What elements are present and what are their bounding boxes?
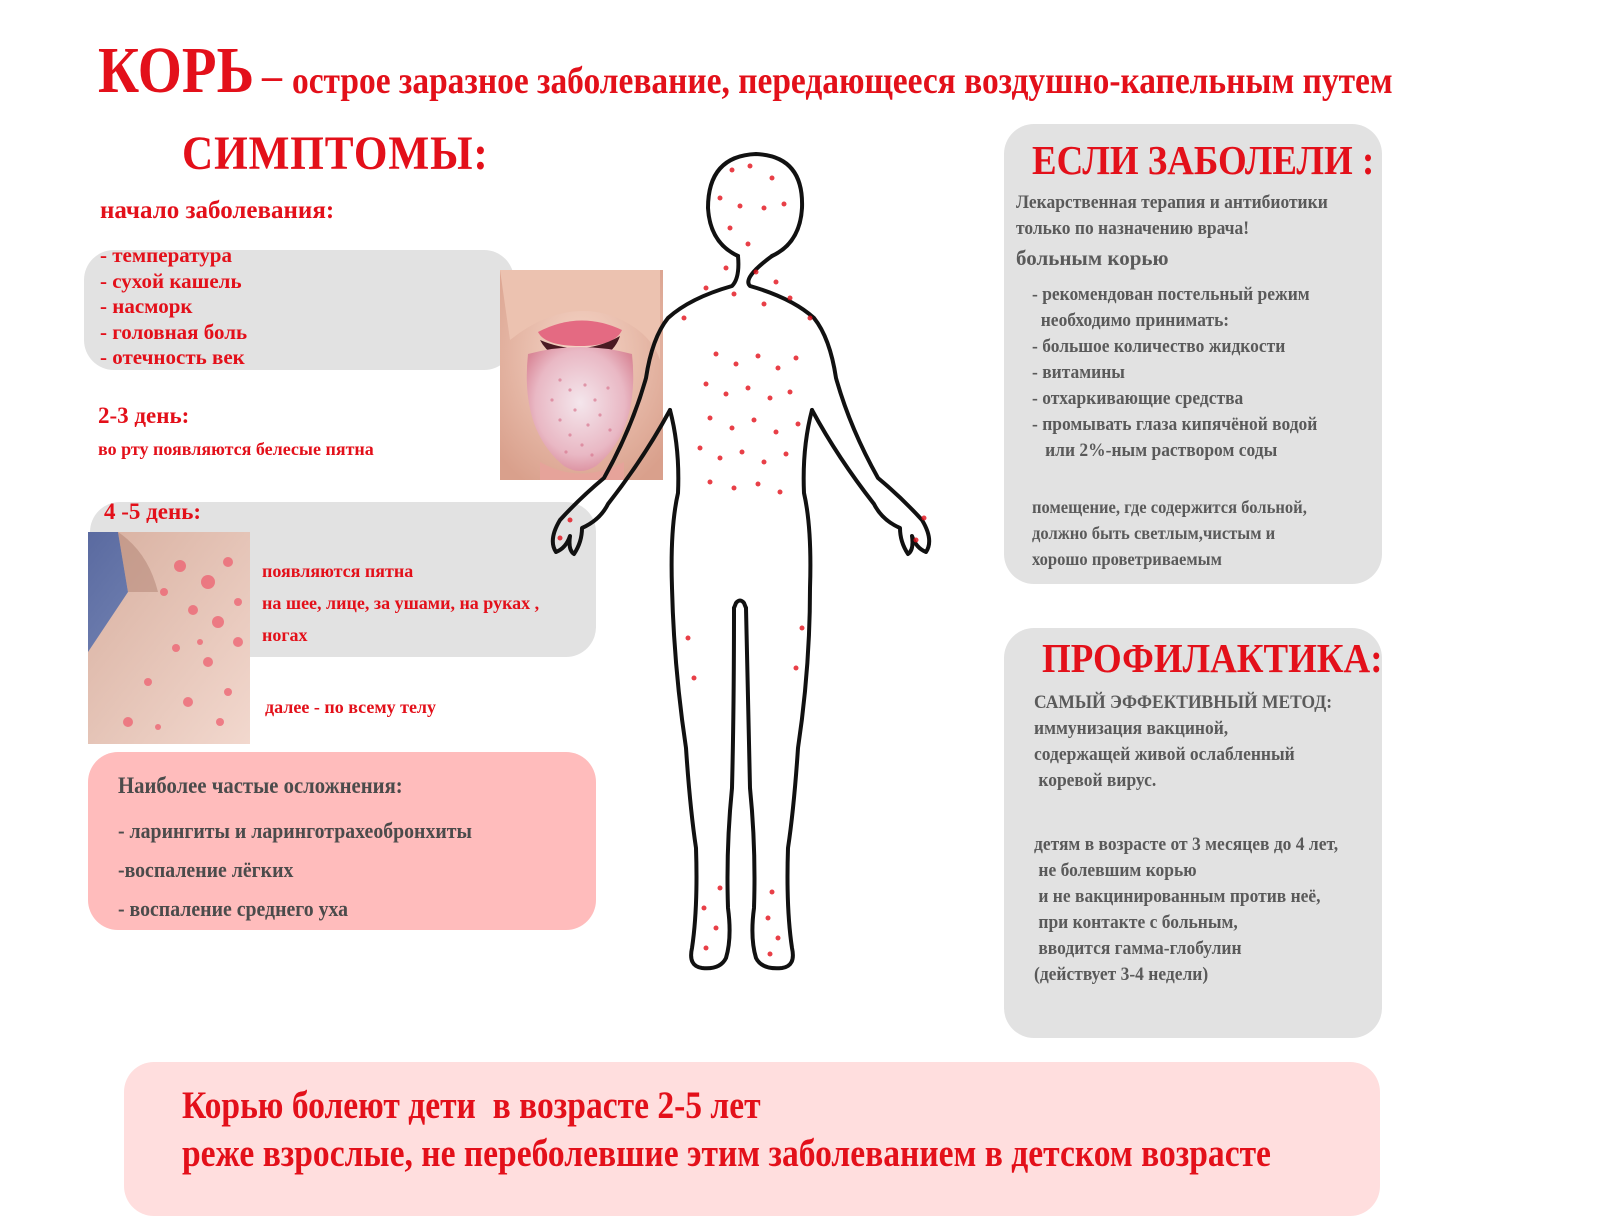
if-sick-heading: ЕСЛИ ЗАБОЛЕЛИ : bbox=[1032, 137, 1375, 183]
patients-label: больным корью bbox=[1016, 246, 1169, 270]
care-list bbox=[1032, 282, 1317, 464]
therapy-note bbox=[1016, 190, 1328, 242]
text-line: не болевшим корью bbox=[1034, 860, 1197, 881]
day-4-5-label: 4 -5 день: bbox=[104, 499, 202, 524]
text-line: коревой вирус. bbox=[1034, 770, 1157, 791]
list-item: - насморк bbox=[100, 294, 193, 319]
list-item: - отечность век bbox=[100, 345, 245, 370]
text-line: вводится гамма-глобулин bbox=[1034, 938, 1242, 959]
prevention-method bbox=[1034, 690, 1332, 794]
neck-rash-photo bbox=[88, 532, 250, 744]
day-4-5-further-text: далее - по всему телу bbox=[265, 697, 437, 717]
complications-list bbox=[118, 811, 472, 928]
text-line: ногах bbox=[262, 625, 308, 645]
onset-label: начало заболевания: bbox=[100, 197, 335, 224]
list-item: - головная боль bbox=[100, 319, 248, 344]
list-item: - промывать глаза кипячёной водой bbox=[1032, 414, 1318, 435]
prevention-heading: ПРОФИЛАКТИКА: bbox=[1042, 635, 1383, 681]
title-dash: – bbox=[262, 53, 282, 98]
prevention-children bbox=[1034, 832, 1338, 988]
text-line: содержащей живой ослабленный bbox=[1034, 744, 1295, 765]
text-line: детям в возрасте от 3 месяцев до 4 лет, bbox=[1034, 834, 1339, 855]
text-line: должно быть светлым,чистым и bbox=[1032, 523, 1276, 543]
list-item: - большое количество жидкости bbox=[1032, 336, 1286, 357]
text-line: САМЫЙ ЭФФЕКТИВНЫЙ МЕТОД: bbox=[1034, 692, 1333, 713]
complications-title: Наиболее частые осложнения: bbox=[118, 773, 403, 798]
list-item: или 2%-ным раствором соды bbox=[1032, 440, 1278, 461]
list-item: - воспаление среднего уха bbox=[118, 896, 349, 921]
text-line: при контакте с больным, bbox=[1034, 912, 1238, 933]
text-line: (действует 3-4 недели) bbox=[1034, 964, 1209, 985]
text-line: реже взрослые, не переболевшие этим заболеванием в детском возрасте bbox=[182, 1132, 1271, 1175]
list-item: - сухой кашель bbox=[100, 268, 242, 293]
list-item: - рекомендован постельный режим bbox=[1032, 284, 1310, 305]
list-item: -воспаление лёгких bbox=[118, 857, 294, 882]
onset-symptom-list bbox=[100, 243, 247, 371]
symptoms-heading: СИМПТОМЫ: bbox=[182, 127, 489, 180]
list-item: необходимо принимать: bbox=[1032, 310, 1230, 331]
day-2-3-text: во рту появляются белесые пятна bbox=[98, 439, 374, 459]
text-line: появляются пятна bbox=[262, 561, 414, 581]
text-line: Лекарственная терапия и антибиотики bbox=[1016, 192, 1328, 213]
list-item: - отхаркивающие средства bbox=[1032, 388, 1244, 409]
bottom-banner-text bbox=[182, 1082, 1271, 1178]
text-line: Корью болеют дети в возрасте 2-5 лет bbox=[182, 1084, 761, 1127]
text-line: хорошо проветриваемым bbox=[1032, 549, 1222, 569]
text-line: и не вакцинированным против неё, bbox=[1034, 886, 1321, 907]
day-2-3-label: 2-3 день: bbox=[98, 403, 190, 428]
list-item: - ларингиты и ларинготрахеобронхиты bbox=[118, 818, 472, 843]
page-subtitle: острое заразное заболевание, передающееся воздушно-капельным путем bbox=[292, 60, 1393, 102]
page-title: КОРЬ bbox=[98, 34, 255, 107]
text-line: иммунизация вакциной, bbox=[1034, 718, 1229, 739]
list-item: - температура bbox=[100, 243, 232, 267]
text-line: помещение, где содержится больной, bbox=[1032, 497, 1307, 517]
room-note bbox=[1032, 494, 1307, 572]
text-line: на шее, лице, за ушами, на руках , bbox=[262, 593, 540, 613]
body-rash-figure bbox=[520, 148, 990, 1008]
text-line: только по назначению врача! bbox=[1016, 218, 1250, 239]
list-item: - витамины bbox=[1032, 362, 1125, 383]
